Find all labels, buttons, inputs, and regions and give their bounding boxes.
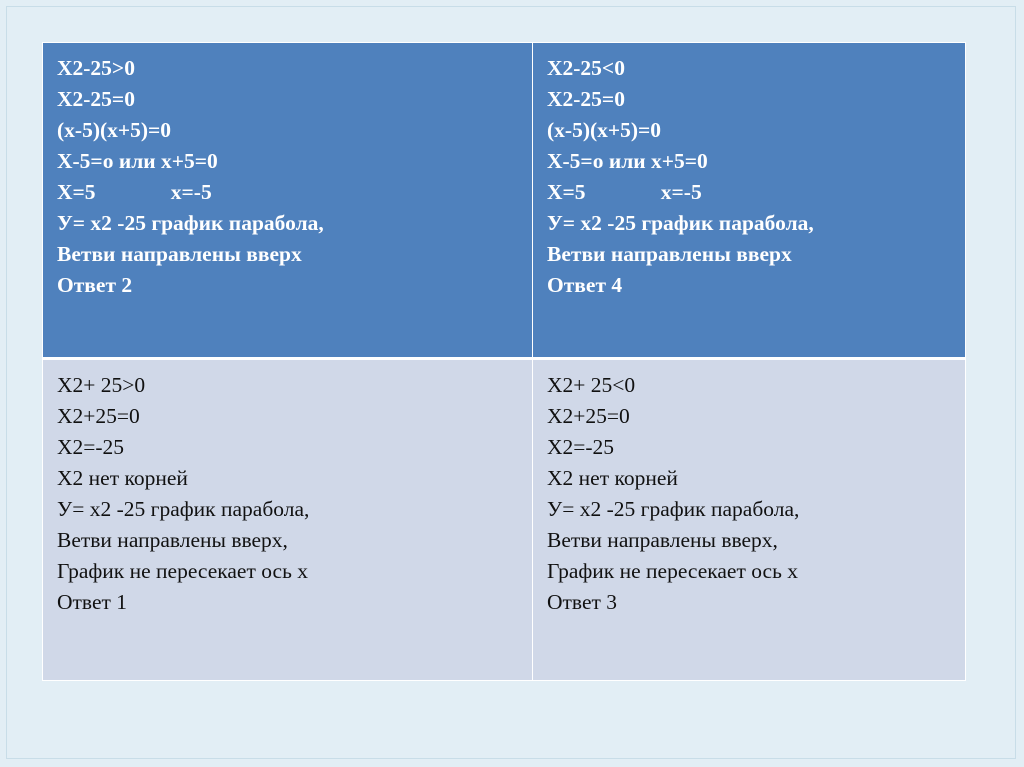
cell-line: Х2-25=0 [57,87,135,111]
solutions-table [42,42,966,681]
answer-line: Ответ 3 [547,590,618,614]
answer-line: Ответ 2 [57,273,133,297]
cell-line: Х2 нет корней [57,466,188,490]
answer-line: Ответ 4 [547,273,623,297]
cell-line: Ветви направлены вверх, [57,528,288,552]
cell-line: Ветви направлены вверх [57,242,302,266]
cell-line: Х2+ 25<0 [547,373,636,397]
table-row [43,43,966,359]
cell-top-right [533,43,966,359]
cell-line: (х-5)(х+5)=0 [57,118,172,142]
cell-line: Х-5=о или х+5=0 [547,149,708,173]
cell-line: У= х2 -25 график парабола, [57,211,324,235]
cell-top-left [43,43,533,359]
cell-line: Х2-25=0 [547,87,625,111]
cell-line: Х2=-25 [547,435,615,459]
cell-line: Х2 нет корней [547,466,678,490]
cell-line: Х2-25>0 [57,56,135,80]
cell-line: Х2+25=0 [57,404,140,428]
cell-line: Х-5=о или х+5=0 [57,149,218,173]
cell-line: У= х2 -25 график парабола, [547,211,814,235]
table-row [43,359,966,681]
cell-line: График не пересекает ось х [547,559,799,583]
cell-line: У= х2 -25 график парабола, [547,497,800,521]
cell-line: Х2+ 25>0 [57,373,146,397]
cell-line: Х2-25<0 [547,56,625,80]
cell-line: Х=5 х=-5 [57,180,212,204]
cell-bottom-left [43,359,533,681]
cell-line: Х2+25=0 [547,404,630,428]
cell-bottom-right [533,359,966,681]
cell-line: (х-5)(х+5)=0 [547,118,662,142]
cell-line: У= х2 -25 график парабола, [57,497,310,521]
cell-line: Х2=-25 [57,435,125,459]
answer-line: Ответ 1 [57,590,128,614]
cell-line: Х=5 х=-5 [547,180,702,204]
cell-line: Ветви направлены вверх [547,242,792,266]
cell-line: Ветви направлены вверх, [547,528,778,552]
cell-line: График не пересекает ось х [57,559,309,583]
